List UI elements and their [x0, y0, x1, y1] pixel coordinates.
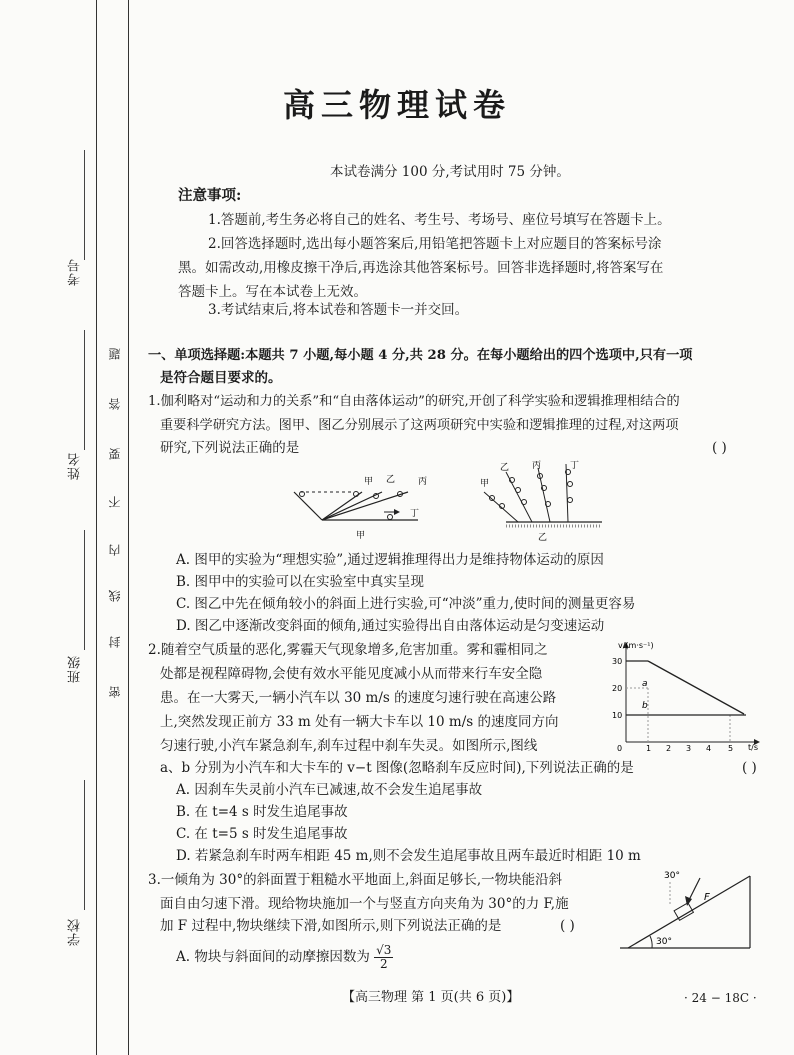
origin-label: 0	[617, 744, 623, 752]
seal-char: 线	[108, 590, 122, 602]
name-line	[84, 330, 85, 450]
seal-char: 密	[108, 686, 122, 698]
x-tick: 5	[728, 744, 734, 752]
q2-option-d: D. 若紧急刹车时两车相距 45 m,则不会发生追尾事故且两车最近时相距 10 m	[176, 848, 641, 864]
footer-page-info: 【高三物理 第 1 页(共 6 页)】	[342, 990, 520, 1005]
q3-stem: 加 F 过程中,物块继续下滑,如图所示,则下列说法正确的是	[160, 918, 502, 934]
fig-label: 丙	[418, 477, 428, 487]
q3-stem: 面自由匀速下滑。现给物块施加一个与竖直方向夹角为 30°的力 F,施	[160, 896, 569, 912]
y-tick: 30	[612, 657, 623, 666]
seal-char: 不	[108, 496, 122, 508]
q1-figure-jia	[290, 470, 450, 542]
q2-option-c: C. 在 t=5 s 时发生追尾事故	[176, 826, 348, 842]
q3-answer-paren: ( )	[560, 918, 575, 934]
x-tick: 1	[646, 744, 652, 752]
fig-label: 甲	[364, 477, 374, 487]
q1-option-d: D. 图乙中逐渐改变斜面的倾角,通过实验得出自由落体运动是匀变速运动	[176, 618, 605, 634]
fig-label: 丁	[570, 461, 580, 471]
seal-char: 封	[108, 636, 122, 648]
fraction-num: √3	[376, 943, 392, 957]
q1-stem: 重要科学研究方法。图甲、图乙分别展示了这两项研究中实验和逻辑推理的过程,对这两项	[160, 418, 679, 433]
note-2-cont: 答题卡上。写在本试卷上无效。	[178, 284, 367, 300]
q3-stem: 3.一倾角为 30°的斜面置于粗糙水平地面上,斜面足够长,一物块能沿斜	[148, 872, 563, 888]
y-tick: 10	[612, 711, 623, 720]
q3-incline-figure	[618, 866, 764, 952]
x-tick: 3	[686, 744, 692, 752]
x-tick: 2	[666, 744, 672, 752]
school-line	[84, 780, 85, 910]
q3-option-a	[176, 944, 393, 971]
school-label: 学校	[68, 918, 83, 946]
q1-answer-paren: ( )	[712, 440, 727, 456]
seal-char: 题	[108, 348, 122, 360]
q2-stem: 上,突然发现正前方 33 m 处有一辆大卡车以 10 m/s 的速度同方向	[160, 714, 559, 730]
fig-caption: 乙	[538, 533, 548, 543]
note-1: 1.答题前,考生务必将自己的姓名、考生号、考场号、座位号填写在答题卡上。	[208, 212, 671, 228]
axis-label: v/(m·s⁻¹)	[618, 641, 654, 650]
page-title: 高三物理试卷	[282, 86, 511, 124]
line-b-label: b	[642, 701, 648, 711]
q1-stem: 1.伽利略对“运动和力的关系”和“自由落体运动”的研究,开创了科学实验和逻辑推理相结合的	[148, 394, 680, 409]
q1-option-b: B. 图甲中的实验可以在实验室中真实呈现	[176, 574, 425, 590]
q2-stem: 患。在一大雾天,一辆小汽车以 30 m/s 的速度匀速行驶在高速公路	[160, 690, 557, 706]
fig-label: 乙	[386, 475, 396, 485]
class-line	[84, 530, 85, 650]
fig-label: 甲	[480, 479, 490, 489]
q1-option-a: A. 图甲的实验为“理想实验”,通过逻辑推理得出力是维持物体运动的原因	[176, 552, 604, 568]
q2-stem: 2.随着空气质量的恶化,雾霾天气现象增多,危害加重。雾和霾相同之	[148, 642, 548, 658]
seal-char: 要	[108, 448, 122, 460]
q2-vt-graph	[612, 640, 764, 752]
q1-figure-yi	[478, 458, 608, 544]
fig-label: 丁	[410, 509, 420, 519]
note-2-cont: 黑。如需改动,用橡皮擦干净后,再选涂其他答案标号。回答非选择题时,将答案写在	[178, 260, 664, 276]
fig-caption: 甲	[356, 531, 366, 541]
q3-option-a-text: A. 物块与斜面间的动摩擦因数为	[176, 949, 370, 965]
exam-no-label: 考号	[68, 258, 83, 286]
class-label: 班级	[68, 655, 83, 683]
exam-info: 本试卷满分 100 分,考试用时 75 分钟。	[330, 164, 570, 180]
q1-stem: 研究,下列说法正确的是	[160, 440, 300, 456]
y-tick: 20	[612, 684, 623, 693]
name-label: 姓名	[68, 452, 83, 480]
note-2: 2.回答选择题时,选出每小题答案后,用铅笔把答题卡上对应题目的答案标号涂	[208, 236, 662, 252]
fraction-den: 2	[379, 957, 388, 971]
angle-label: 30°	[664, 871, 680, 881]
notes-heading: 注意事项:	[178, 187, 242, 204]
section-heading: 一、单项选择题:本题共 7 小题,每小题 4 分,共 28 分。在每小题给出的四个选项中,只有一项	[148, 348, 693, 363]
q2-stem: 匀速行驶,小汽车紧急刹车,刹车过程中刹车失灵。如图所示,图线	[160, 738, 538, 754]
fraction	[374, 944, 393, 971]
section-heading-cont: 是符合题目要求的。	[160, 370, 282, 386]
q2-stem: 处都是视程障碍物,会使有效水平能见度减小从而带来行车安全隐	[160, 666, 543, 682]
line-a-label: a	[642, 679, 648, 689]
q2-answer-paren: ( )	[742, 760, 757, 776]
x-tick: 4	[706, 744, 712, 752]
seal-char: 内	[108, 544, 122, 556]
fig-label: 丙	[532, 461, 542, 471]
footer-code: · 24 − 18C ·	[684, 991, 757, 1005]
force-label: F	[704, 892, 710, 903]
axis-label: t/s	[748, 743, 758, 752]
fig-label: 乙	[500, 463, 510, 473]
angle-label: 30°	[656, 937, 672, 947]
q2-option-b: B. 在 t=4 s 时发生追尾事故	[176, 804, 348, 820]
q2-stem: a、b 分别为小汽车和大卡车的 v−t 图像(忽略刹车反应时间),下列说法正确的是	[160, 760, 634, 776]
seal-char: 答	[108, 398, 122, 410]
binding-line-right	[128, 0, 129, 1055]
q1-option-c: C. 图乙中先在倾角较小的斜面上进行实验,可“冲淡”重力,使时间的测量更容易	[176, 596, 636, 612]
exam-no-line	[84, 150, 85, 260]
binding-line-left	[96, 0, 97, 1055]
note-3: 3.考试结束后,将本试卷和答题卡一并交回。	[208, 302, 469, 318]
q2-option-a: A. 因刹车失灵前小汽车已减速,故不会发生追尾事故	[176, 782, 483, 798]
